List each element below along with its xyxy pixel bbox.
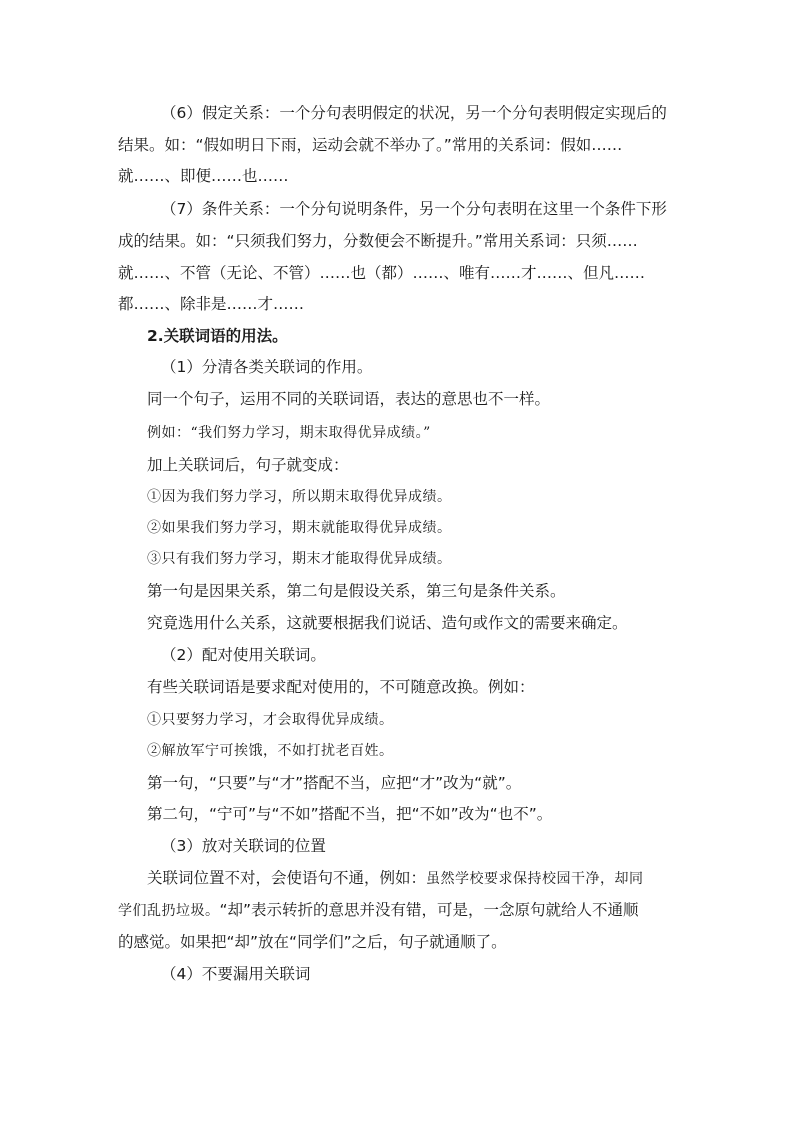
para-6-line-2: 结果。如：“假如明日下雨，运动会就不举办了。”常用的关系词：假如…… [118,136,623,154]
para-7-line-1: （7）条件关系：一个分句说明条件，另一个分句表明在这里一个条件下形 [161,200,667,218]
example-span: 学们乱扔垃圾。 [118,903,220,919]
text-line: 同一个句子，运用不同的关联词语，表达的意思也不一样。 [147,390,551,408]
example-item-2: ②如果我们努力学习，期末就能取得优异成绩。 [147,520,452,536]
subheading-2: （2）配对使用关联词。 [161,646,326,664]
example-item-3: ③只有我们努力学习，期末才能取得优异成绩。 [147,551,452,567]
example-item-4: ①只要努力学习，才会取得优异成绩。 [147,712,394,728]
subheading-3: （3）放对关联词的位置 [161,837,326,855]
section-heading: 2.关联词语的用法。 [147,327,288,345]
text-line: 加上关联词后，句子就变成： [147,456,349,474]
example-item-1: ①因为我们努力学习，所以期末取得优异成绩。 [147,489,452,505]
example-span: 虽然学校要求保持校园干净，却同 [426,871,644,887]
example-intro [147,422,707,443]
text-span: “却”表示转折的意思并没有错，可是，一念原句就给人不通顺 [219,901,639,919]
para-6-line-1: （6）假定关系：一个分句表明假定的状况，另一个分句表明假定实现后的 [161,104,667,122]
subheading-4: （4）不要漏用关联词 [161,965,311,983]
text-line: 第一句，“只要”与“才”搭配不当，应把“才”改为“就”。 [147,774,522,792]
text-span: 关联词位置不对，会使语句不通，例如： [147,869,427,887]
text-line: 究竟选用什么关系，这就要根据我们说话、造句或作文的需要来确定。 [147,614,628,632]
example-sentence: 例如：“我们努力学习，期末取得优异成绩。” [147,425,431,441]
para-7-line-4: 都……、除非是……才…… [118,295,305,313]
example-item-5: ②解放军宁可挨饿，不如打扰老百姓。 [147,743,394,759]
text-line: 第二句，“宁可”与“不如”搭配不当，把“不如”改为“也不”。 [147,805,553,823]
text-line: 的感觉。如果把“却”放在“同学们”之后，句子就通顺了。 [118,933,507,951]
subheading-1: （1）分清各类关联词的作用。 [161,358,373,376]
text-line [118,900,678,921]
para-6-line-3: 就……、即便……也…… [118,167,289,185]
text-line: 有些关联词语是要求配对使用的，不可随意改换。例如： [147,678,535,696]
text-line: 第一句是因果关系，第二句是假设关系，第三句是条件关系。 [147,582,566,600]
para-7-line-2: 成的结果。如：“只须我们努力，分数便会不断提升。”常用关系词：只须…… [118,232,638,250]
para-7-line-3: 就……、不管（无论、不管）……也（都）……、唯有……才……、但凡…… [118,264,646,282]
text-line [147,868,707,889]
